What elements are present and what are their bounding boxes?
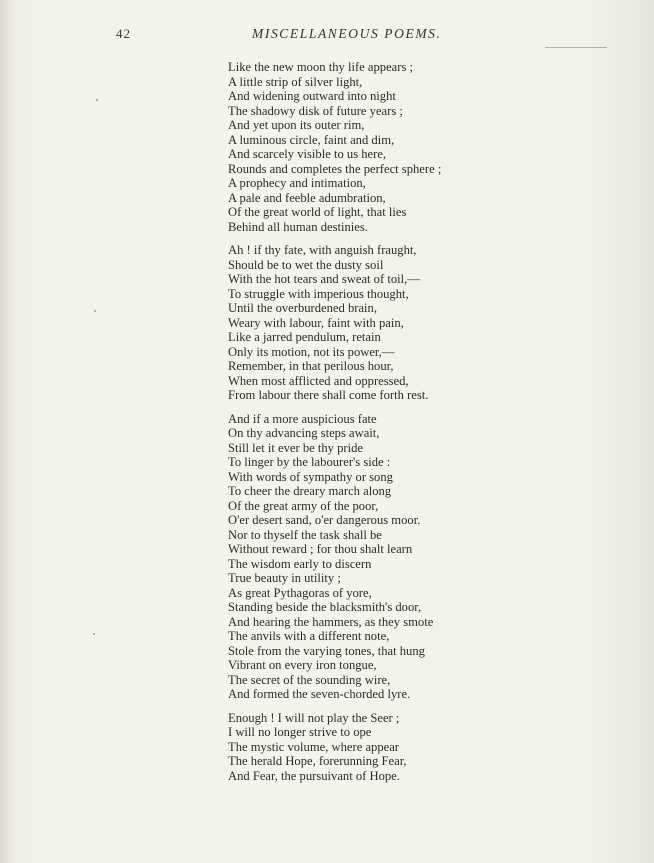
poem-line: On thy advancing steps await, — [228, 426, 380, 440]
poem-line: Like the new moon thy life appears ; — [228, 60, 414, 74]
poem-line: Behind all human destinies. — [228, 219, 368, 234]
poem-body — [228, 60, 628, 792]
poem-line: Only its motion, not its power,— — [228, 344, 395, 359]
header-rule — [545, 47, 607, 48]
poem-line: The secret of the sounding wire, — [228, 672, 391, 687]
poem-line: The mystic volume, where appear — [228, 739, 399, 754]
poem-line: Still let it ever be thy pride — [228, 440, 364, 455]
poem-line: Nor to thyself the task shall be — [228, 527, 382, 542]
page-speck — [93, 633, 95, 635]
poem-line: A prophecy and intimation, — [228, 176, 366, 190]
poem-line: The shadowy disk of future years ; — [228, 103, 403, 118]
poem-line: Rounds and completes the perfect sphere ; — [228, 161, 442, 176]
poem-line: And formed the seven-chorded lyre. — [228, 687, 411, 701]
running-head: MISCELLANEOUS POEMS. — [252, 26, 442, 41]
poem-line: Until the overburdened brain, — [228, 301, 377, 315]
poem-line: And widening outward into night — [228, 89, 396, 103]
stanza — [228, 243, 628, 403]
binding-shadow — [0, 0, 14, 863]
stanza — [228, 60, 628, 234]
page-number: 42 — [116, 26, 131, 41]
poem-line: With the hot tears and sweat of toil,— — [228, 272, 420, 286]
poem-line: Standing beside the blacksmith's door, — [228, 600, 422, 614]
poem-line: From labour there shall come forth rest. — [228, 388, 429, 402]
poem-line: The wisdom early to discern — [228, 556, 372, 571]
page-header — [0, 26, 654, 46]
poem-line: Of the great world of light, that lies — [228, 205, 407, 219]
poem-line: Ah ! if thy fate, with anguish fraught, — [228, 243, 417, 257]
poem-line: Of the great army of the poor, — [228, 498, 379, 513]
poem-line: A pale and feeble adumbration, — [228, 190, 386, 205]
poem-line: True beauty in utility ; — [228, 571, 341, 585]
poem-line: The herald Hope, forerunning Fear, — [228, 754, 407, 768]
poem-line: Without reward ; for thou shalt learn — [228, 542, 413, 556]
poem-line: The anvils with a different note, — [228, 629, 390, 643]
poem-line: Vibrant on every iron tongue, — [228, 658, 377, 672]
poem-line: With words of sympathy or song — [228, 469, 393, 484]
poem-line: And Fear, the pursuivant of Hope. — [228, 768, 400, 783]
poem-line: Enough ! I will not play the Seer ; — [228, 710, 400, 725]
poem-line: And if a more auspicious fate — [228, 411, 377, 426]
poem-line: I will no longer strive to ope — [228, 725, 372, 739]
poem-line: And scarcely visible to us here, — [228, 147, 387, 161]
poem-line: Weary with labour, faint with pain, — [228, 315, 404, 330]
poem-line: When most afflicted and oppressed, — [228, 373, 409, 388]
stanza — [228, 412, 628, 702]
poem-line: Stole from the varying tones, that hung — [228, 643, 425, 658]
poem-line: Like a jarred pendulum, retain — [228, 330, 381, 344]
page-speck — [96, 99, 98, 101]
poem-line: And yet upon its outer rim, — [228, 118, 365, 132]
poem-line: Should be to wet the dusty soil — [228, 257, 384, 272]
poem-line: To cheer the dreary march along — [228, 484, 392, 498]
page-speck — [94, 310, 96, 312]
stanza — [228, 711, 628, 784]
poem-line: A luminous circle, faint and dim, — [228, 132, 395, 147]
poem-line: A little strip of silver light, — [228, 74, 363, 89]
poem-line: Remember, in that perilous hour, — [228, 359, 394, 373]
poem-line: And hearing the hammers, as they smote — [228, 614, 434, 629]
poem-line: As great Pythagoras of yore, — [228, 585, 372, 600]
poem-line: To struggle with imperious thought, — [228, 286, 409, 301]
poem-line: O'er desert sand, o'er dangerous moor. — [228, 513, 421, 527]
poem-line: To linger by the labourer's side : — [228, 455, 391, 469]
